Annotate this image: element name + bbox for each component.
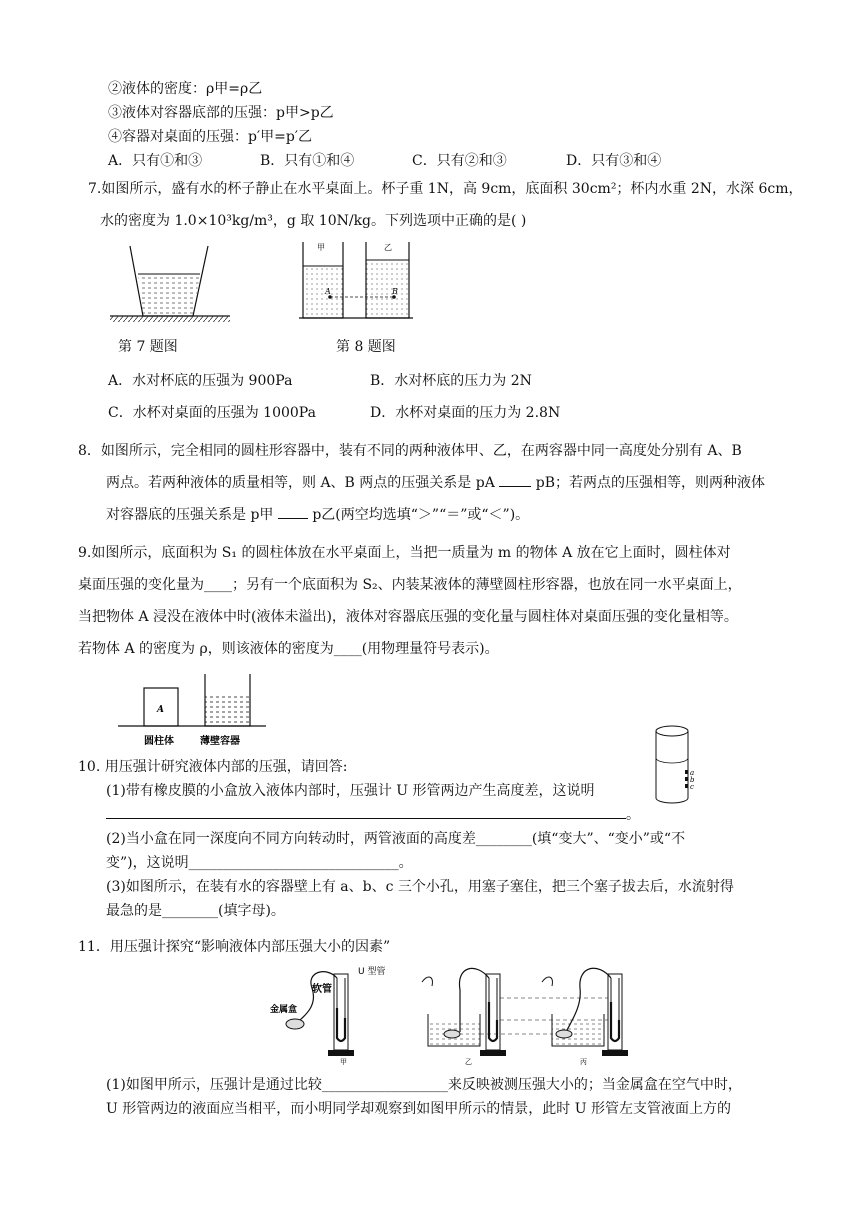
q9-stem-line3: 当把物体 A 浸没在液体中时(液体未溢出)，液体对容器底压强的变化量与圆柱体对桌面压强的变化量相等。 — [78, 609, 738, 625]
q8-blank-1[interactable] — [499, 474, 531, 487]
q11-part1-line2: U 形管两边的液面应当相平，而小明同学却观察到如图甲所示的情景，此时 U 形管左支管液面上方的 — [106, 1101, 731, 1117]
fig11-label-hose: 软管 — [312, 984, 332, 995]
q11-title: 11．用压强计探究“影响液体内部压强大小的因素” — [78, 939, 391, 955]
figure-7-caption: 第 7 题图 — [118, 339, 178, 355]
q10-part2-line1: (2)当小盒在同一深度向不同方向转动时，两管液面的高度差________(填“变大”、“变小”或“不 — [106, 831, 686, 847]
hole-a-label: a — [690, 769, 695, 777]
hole-b-label: b — [690, 776, 695, 784]
q10-part2-line2: 变”)，这说明______________________________。 — [106, 855, 413, 871]
q6-option-b: B．只有①和④ — [260, 153, 355, 169]
figure-8-containers — [296, 238, 416, 322]
q9-stem-line1: 9.如图所示，底面积为 S₁ 的圆柱体放在水平桌面上，当把一质量为 m 的物体 A 放在它上面时，圆柱体对 — [78, 545, 731, 561]
fig11-label-utube: U 型管 — [358, 967, 386, 977]
q8-line3-first: 对容器底的压强关系是 p甲 — [106, 507, 274, 523]
fig9-label-cylinder: 圆柱体 — [144, 736, 174, 747]
q8-stem-line2 — [106, 474, 765, 492]
q6-item-2: ②液体的密度：ρ甲=ρ乙 — [108, 81, 263, 97]
q10-part1: (1)带有橡皮膜的小盒放入液体内部时，压强计 U 形管两边产生高度差，这说明 — [106, 783, 595, 799]
fig11-label-jia: 甲 — [340, 1058, 347, 1066]
q11-part1-line1: (1)如图甲所示，压强计是通过比较__________________来反映被测压强大小的；当金属盒在空气中时， — [106, 1077, 742, 1093]
q10-part3-line2: 最急的是________(填字母)。 — [106, 903, 285, 919]
q10-part1-end: 。 — [626, 807, 640, 823]
fig8-point-a: A — [325, 287, 331, 296]
q8-stem-line1: 8．如图所示，完全相同的圆柱形容器中，装有不同的两种液体甲、乙，在两容器中同一高度处分别有 A、B — [78, 443, 742, 459]
q8-stem-line3 — [106, 506, 529, 524]
q9-stem-line2: 桌面压强的变化量为____；另有一个底面积为 S₂、内装某液体的薄壁圆柱形容器，也放在同一水平桌面上， — [78, 577, 742, 593]
q7-option-a: A．水对杯底的压强为 900Pa — [108, 373, 293, 389]
figure-10-water-container — [650, 722, 698, 810]
q6-item-4: ④容器对桌面的压强：p′甲=p′乙 — [108, 129, 313, 145]
q10-blank-1[interactable] — [106, 806, 626, 819]
q10-title: 10. 用压强计研究液体内部的压强，请回答: — [78, 759, 348, 775]
q6-item-3: ③液体对容器底部的压强：p甲>p乙 — [108, 105, 334, 121]
hole-c-label: c — [690, 783, 694, 791]
q8-line2-first: 两点。若两种液体的质量相等，则 A、B 两点的压强关系是 pA — [106, 475, 495, 491]
q7-stem-line1: 7.如图所示，盛有水的杯子静止在水平桌面上。杯子重 1N，高 9cm，底面积 30cm²；杯内水重 2N，水深 6cm， — [88, 181, 803, 197]
q10-part1-answer-line — [106, 806, 640, 824]
figure-8-caption: 第 8 题图 — [336, 339, 396, 355]
fig8-label-jia: 甲 — [317, 243, 325, 252]
fig11-label-bing: 丙 — [580, 1058, 587, 1066]
fig11-label-yi: 乙 — [465, 1058, 472, 1066]
figure-11-pressure-gauge — [262, 962, 632, 1066]
q7-option-d: D．水杯对桌面的压力为 2.8N — [370, 405, 561, 421]
figure-9-cylinder-and-container — [114, 670, 274, 750]
q8-blank-2[interactable] — [278, 506, 308, 519]
q6-option-c: C．只有②和③ — [412, 153, 507, 169]
figure-7-cup — [100, 236, 240, 328]
q10-part3-line1: (3)如图所示，在装有水的容器壁上有 a、b、c 三个小孔，用塞子塞住，把三个塞子拔去后，水流射得 — [106, 879, 734, 895]
q7-option-b: B．水对杯底的压力为 2N — [370, 373, 532, 389]
q8-line2-second: pB；若两点的压强相等，则两种液体 — [535, 475, 765, 491]
fig9-label-container: 薄壁容器 — [200, 736, 240, 747]
fig9-label-a: A — [157, 705, 164, 715]
q7-option-c: C．水杯对桌面的压强为 1000Pa — [108, 405, 316, 421]
q6-option-d: D．只有③和④ — [566, 153, 662, 169]
q7-stem-line2: 水的密度为 1.0×10³kg/m³，g 取 10N/kg。下列选项中正确的是( ) — [100, 213, 527, 229]
fig8-label-yi: 乙 — [384, 243, 392, 252]
fig8-point-b: B — [392, 287, 398, 296]
q8-line3-second: p乙(两空均选填“＞”“＝”或“＜”)。 — [312, 507, 530, 523]
q6-option-a: A．只有①和③ — [108, 153, 203, 169]
fig11-label-box: 金属盒 — [270, 1005, 298, 1015]
q9-stem-line4: 若物体 A 的密度为 ρ，则该液体的密度为____(用物理量符号表示)。 — [78, 641, 499, 657]
